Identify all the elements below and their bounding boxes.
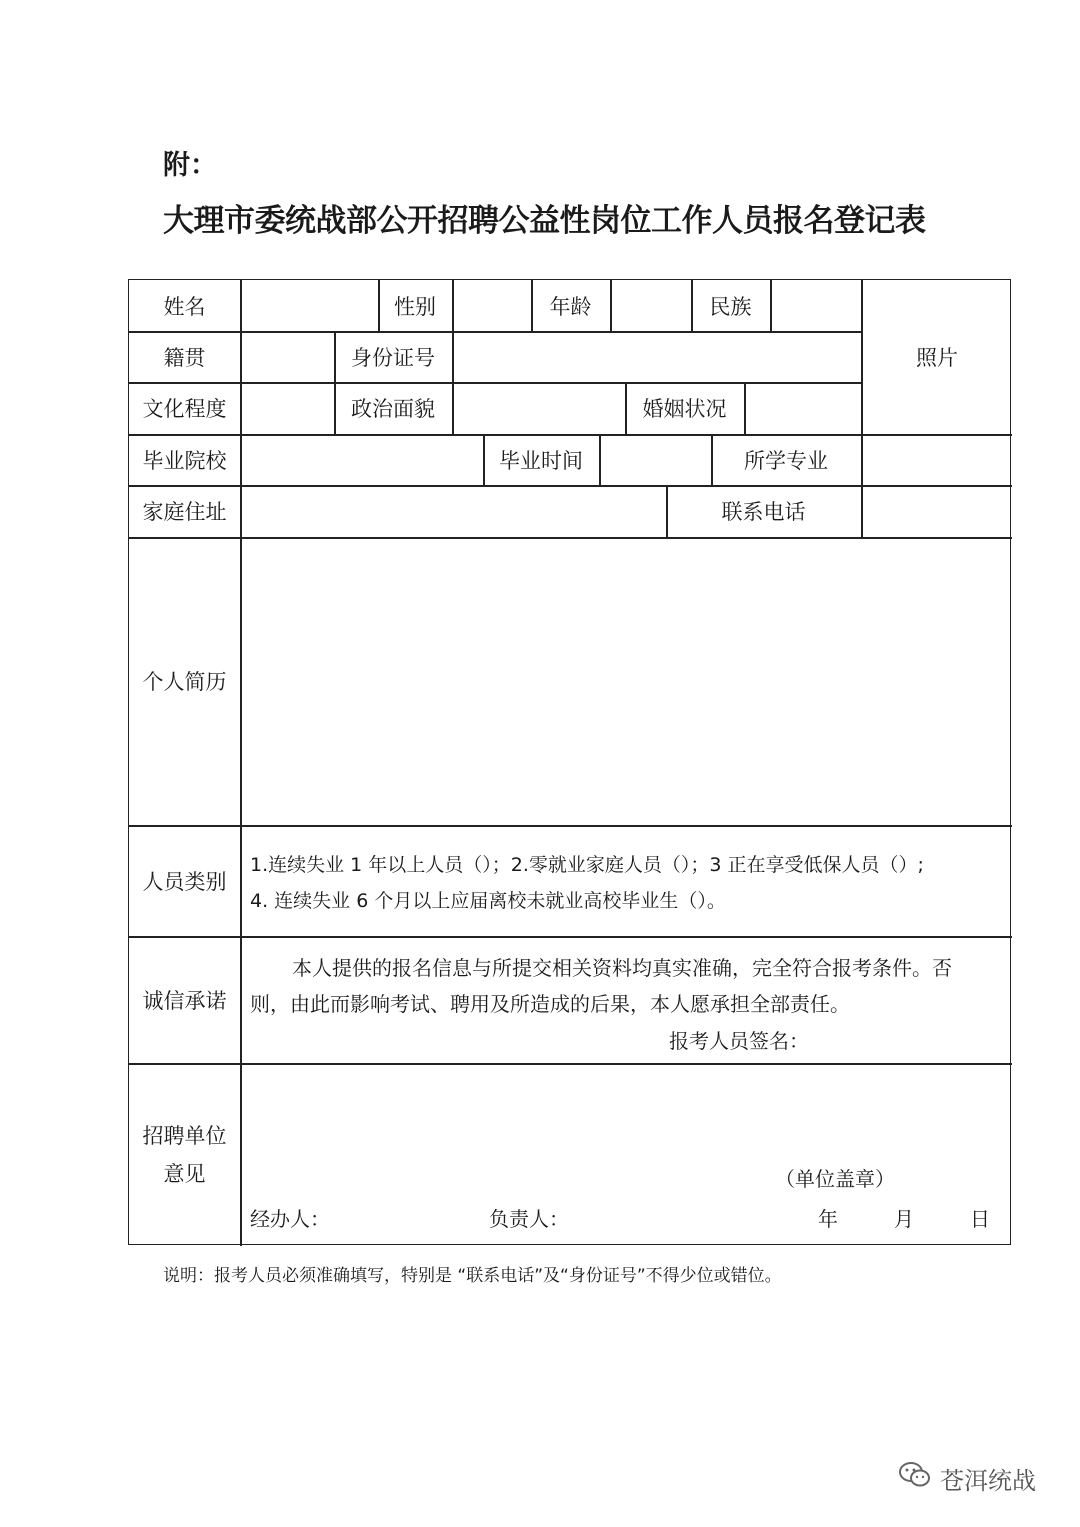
row-divider xyxy=(129,825,1012,827)
label-home-address: 家庭住址 xyxy=(142,500,227,524)
integrity-text-line2: 则，由此而影响考试、聘用及所造成的后果，本人愿承担全部责任。 xyxy=(250,992,850,1016)
label-native-place: 籍贯 xyxy=(163,345,206,370)
column-divider xyxy=(861,485,863,537)
footer-note: 说明：报考人员必须准确填写，特别是 “联系电话”及“身份证号”不得少位或错位。 xyxy=(163,1266,782,1286)
label-integrity: 诚信承诺 xyxy=(142,988,227,1013)
label-gender: 性别 xyxy=(394,294,436,319)
signature-label: 报考人员签名： xyxy=(669,1029,809,1053)
category-option-line2: 4. 连续失业 6 个月以上应届离校未就业高校毕业生（）。 xyxy=(250,890,726,912)
wechat-icon xyxy=(898,1460,932,1496)
category-option-line1: 1.连续失业 1 年以上人员（）；2.零就业家庭人员（）；3 正在享受低保人员（）; xyxy=(250,854,924,876)
column-divider xyxy=(610,280,612,331)
label-education: 文化程度 xyxy=(142,397,227,421)
label-major: 所学专业 xyxy=(744,448,828,473)
watermark xyxy=(898,1460,1036,1496)
label-name: 姓名 xyxy=(163,294,206,319)
responsible-label: 负责人： xyxy=(489,1207,569,1231)
label-opinion-line1: 招聘单位 xyxy=(142,1123,227,1148)
label-category: 人员类别 xyxy=(142,869,227,894)
date-day: 日 xyxy=(970,1207,990,1231)
label-age: 年龄 xyxy=(549,294,592,319)
column-divider xyxy=(599,434,601,485)
seal-label: （单位盖章） xyxy=(775,1167,895,1191)
watermark-text: 苍洱统战 xyxy=(940,1466,1036,1495)
row-divider xyxy=(129,485,1012,487)
row-divider xyxy=(129,537,1012,539)
label-opinion xyxy=(129,1063,240,1246)
date-year: 年 xyxy=(818,1207,838,1231)
label-id-number: 身份证号 xyxy=(351,345,435,370)
column-divider xyxy=(240,280,242,1246)
row-divider xyxy=(129,1063,1012,1065)
integrity-text-line1: 本人提供的报名信息与所提交相关资料均真实准确，完全符合报考条件。否 xyxy=(292,956,952,980)
label-opinion-line2: 意见 xyxy=(163,1161,206,1186)
label-marital-status: 婚姻状况 xyxy=(642,397,727,421)
label-graduation-time: 毕业时间 xyxy=(499,448,583,473)
label-resume: 个人简历 xyxy=(142,670,227,694)
registration-form xyxy=(128,279,1011,1245)
label-ethnicity: 民族 xyxy=(709,294,752,319)
label-photo: 照片 xyxy=(916,346,958,370)
column-divider xyxy=(861,434,863,485)
handler-label: 经办人： xyxy=(250,1207,330,1231)
row-divider xyxy=(129,936,1012,938)
column-divider xyxy=(452,331,454,434)
label-political-status: 政治面貌 xyxy=(351,397,435,421)
column-divider xyxy=(452,280,454,331)
attachment-label: 附： xyxy=(163,150,217,181)
form-title: 大理市委统战部公开招聘公益性岗位工作人员报名登记表 xyxy=(163,203,926,239)
label-phone: 联系电话 xyxy=(721,500,806,524)
column-divider xyxy=(770,280,772,331)
column-divider xyxy=(744,382,746,434)
date-month: 月 xyxy=(894,1207,914,1231)
label-school: 毕业院校 xyxy=(142,448,227,473)
